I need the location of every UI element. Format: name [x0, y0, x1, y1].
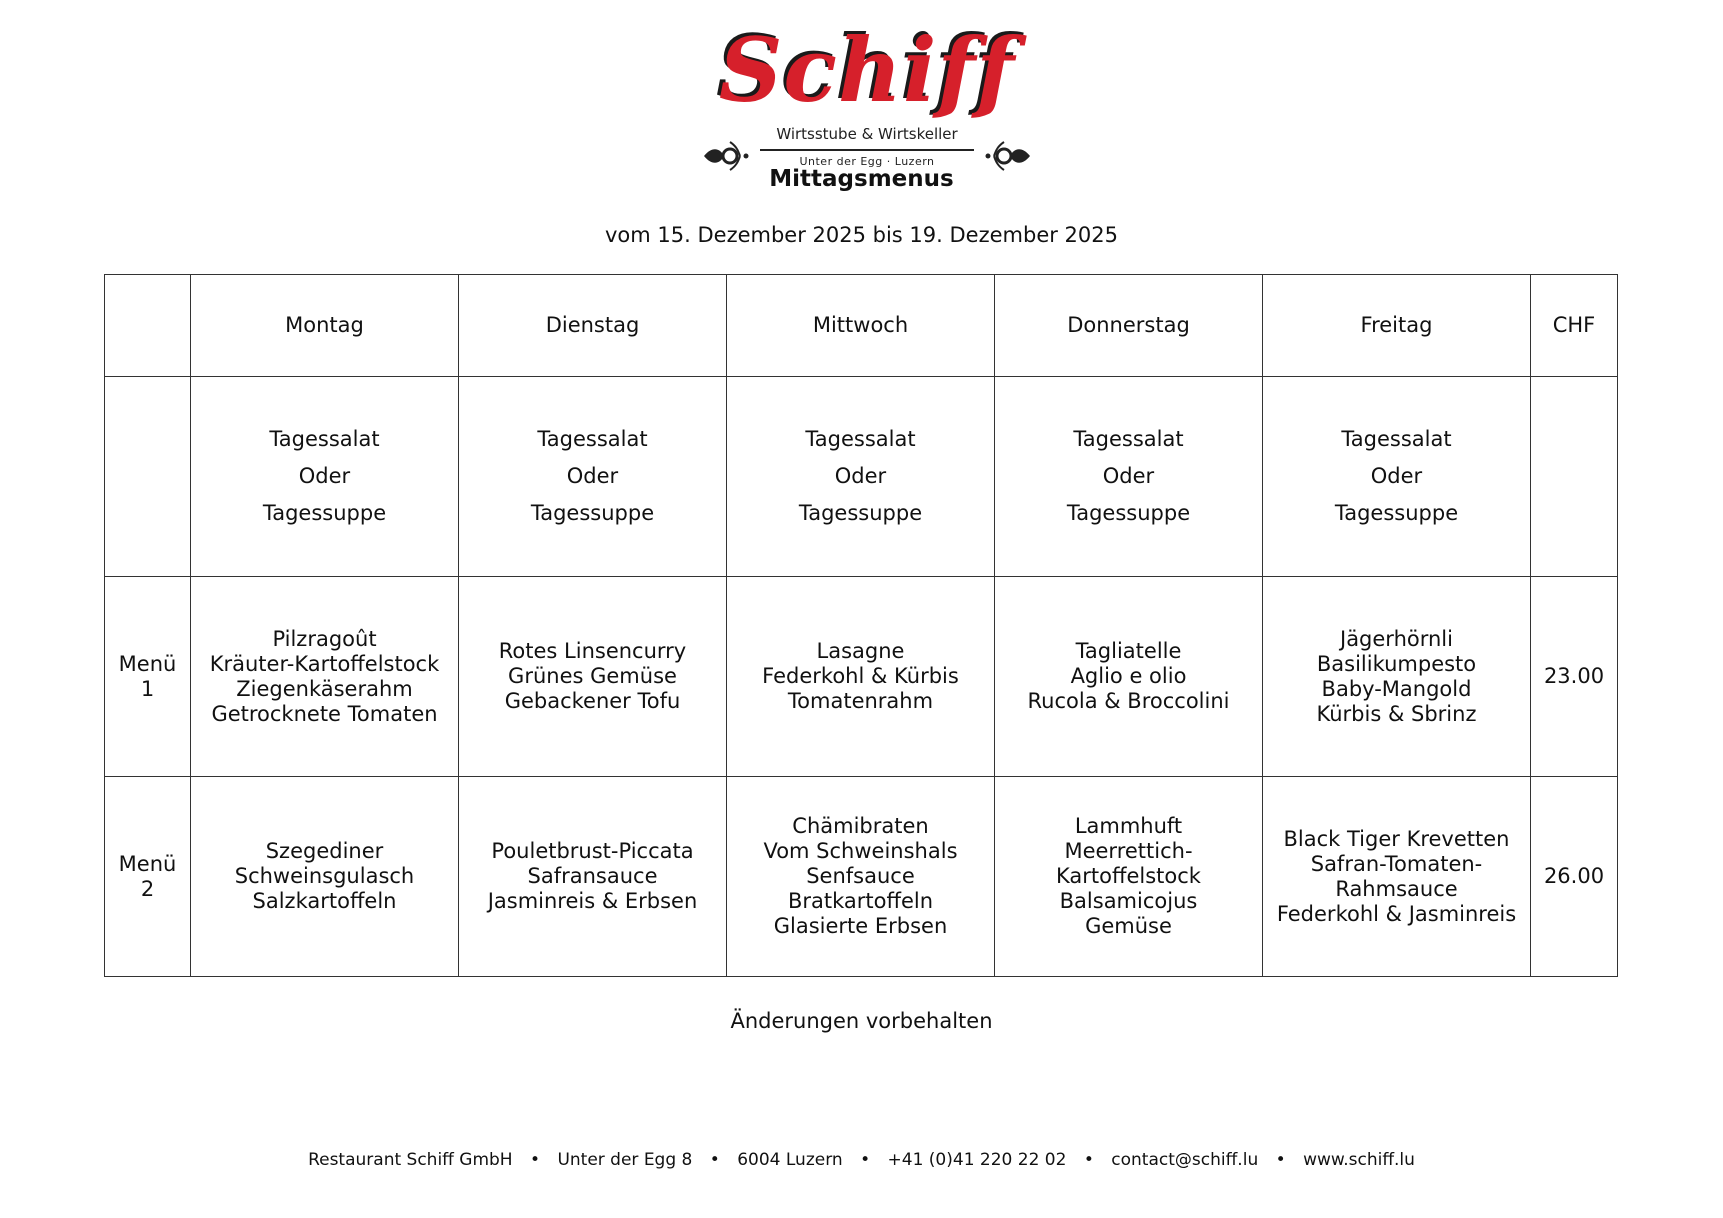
page-title: Mittagsmenus — [769, 166, 954, 192]
starter-label-cell — [105, 377, 191, 577]
starter-line: Tagessuppe — [1334, 501, 1459, 525]
dish-line: Jägerhörnli — [1340, 626, 1453, 651]
date-range: vom 15. Dezember 2025 bis 19. Dezember 2025 — [605, 223, 1118, 247]
starter-line: Tagessalat — [1073, 427, 1184, 451]
footer-separator: • — [530, 1150, 541, 1170]
menu-2-cell-freitag — [1263, 777, 1531, 977]
dish-line: Glasierte Erbsen — [773, 914, 948, 938]
starter-cell-montag — [191, 377, 459, 577]
footer-company: Restaurant Schiff GmbH — [308, 1150, 513, 1170]
dish-line: Chämibraten — [792, 814, 929, 838]
dish-line: Safransauce — [527, 864, 658, 888]
header-cell-mittwoch: Mittwoch — [727, 275, 995, 377]
dish-line: Meerrettich- — [1064, 839, 1193, 863]
dish-line: Kräuter-Kartoffelstock — [209, 651, 440, 676]
menu-label-word: Menü — [118, 851, 177, 876]
menu-2-cell-montag — [191, 777, 459, 977]
dish-line: Safran-Tomaten- — [1310, 851, 1483, 876]
dish-line: Pilzragoût — [272, 626, 377, 651]
menu-2-cell-dienstag — [459, 777, 727, 977]
dish-line: Black Tiger Krevetten — [1283, 826, 1510, 851]
dish-line: Vom Schweinshals — [763, 839, 958, 863]
menu-2-label-cell — [105, 777, 191, 977]
footer-email: contact@schiff.lu — [1111, 1150, 1259, 1170]
dish-line: Tomatenrahm — [787, 689, 934, 713]
header-cell-empty — [105, 275, 191, 377]
dish-line: Rucola & Broccolini — [1027, 689, 1230, 713]
menu-2-cell-mittwoch — [727, 777, 995, 977]
logo-wordmark: Schiff — [718, 18, 1016, 122]
footer-separator: • — [860, 1150, 871, 1170]
dish-line: Gemüse — [1085, 914, 1172, 938]
starter-line: Oder — [1370, 464, 1423, 488]
footer-separator: • — [709, 1150, 720, 1170]
menu-1-row — [105, 577, 1618, 777]
starter-line: Tagessalat — [805, 427, 916, 451]
menu-label-number: 1 — [140, 676, 155, 701]
starter-line: Oder — [1102, 464, 1155, 488]
starter-line: Oder — [834, 464, 887, 488]
header-cell-donnerstag: Donnerstag — [995, 275, 1263, 377]
dish-line: Senfsauce — [806, 864, 915, 888]
logo-subline: Unter der Egg · Luzern — [799, 155, 935, 168]
menu-label-number: 2 — [140, 876, 155, 901]
starter-cell-donnerstag — [995, 377, 1263, 577]
dish-line: Aglio e olio — [1070, 664, 1187, 688]
menu-1-label-cell — [105, 577, 191, 777]
starter-line: Oder — [298, 464, 351, 488]
header-row — [105, 275, 1618, 377]
footer-website: www.schiff.lu — [1303, 1150, 1415, 1170]
menu-2-cell-donnerstag — [995, 777, 1263, 977]
header-cell-freitag: Freitag — [1263, 275, 1531, 377]
disclaimer-note: Änderungen vorbehalten — [730, 1009, 993, 1033]
menu-label-word: Menü — [118, 651, 177, 676]
dish-line: Lammhuft — [1074, 814, 1183, 838]
menu-1-cell-dienstag — [459, 577, 727, 777]
starter-line: Tagessalat — [1341, 427, 1452, 451]
menu-table — [104, 274, 1618, 977]
starter-cell-freitag — [1263, 377, 1531, 577]
dish-line: Baby-Mangold — [1321, 676, 1472, 701]
header-cell-chf: CHF — [1531, 275, 1618, 377]
menu-1-cell-montag — [191, 577, 459, 777]
menu-1-price: 23.00 — [1531, 577, 1618, 777]
starter-line: Tagessuppe — [530, 501, 655, 525]
dish-line: Rahmsauce — [1335, 876, 1458, 901]
logo-tagline: Wirtsstube & Wirtskeller — [776, 125, 958, 143]
footer-separator: • — [1083, 1150, 1094, 1170]
starter-line: Tagessalat — [269, 427, 380, 451]
starter-line: Tagessalat — [537, 427, 648, 451]
starter-line: Tagessuppe — [798, 501, 923, 525]
dish-line: Kartoffelstock — [1056, 864, 1201, 888]
dish-line: Kürbis & Sbrinz — [1316, 701, 1477, 726]
starter-row — [105, 377, 1618, 577]
menu-1-cell-donnerstag — [995, 577, 1263, 777]
dish-line: Lasagne — [816, 639, 905, 663]
header-cell-dienstag: Dienstag — [459, 275, 727, 377]
dish-line: Rotes Linsencurry — [498, 639, 687, 663]
dish-line: Getrocknete Tomaten — [211, 701, 438, 726]
dish-line: Federkohl & Kürbis — [762, 664, 959, 688]
dish-line: Ziegenkäserahm — [236, 676, 413, 701]
starter-cell-dienstag — [459, 377, 727, 577]
starter-cell-mittwoch — [727, 377, 995, 577]
dish-line: Bratkartoffeln — [787, 889, 934, 913]
dish-line: Gebackener Tofu — [504, 689, 681, 713]
dish-line: Salzkartoffeln — [252, 889, 397, 913]
starter-line: Tagessuppe — [1066, 501, 1191, 525]
menu-1-cell-mittwoch — [727, 577, 995, 777]
starter-price-cell — [1531, 377, 1618, 577]
footer-street: Unter der Egg 8 — [557, 1150, 693, 1170]
footer-separator: • — [1275, 1150, 1286, 1170]
dish-line: Jasminreis & Erbsen — [487, 889, 698, 913]
menu-1-cell-freitag — [1263, 577, 1531, 777]
menu-2-row — [105, 777, 1618, 977]
footer-phone: +41 (0)41 220 22 02 — [887, 1150, 1067, 1170]
starter-line: Oder — [566, 464, 619, 488]
dish-line: Pouletbrust-Piccata — [491, 839, 694, 863]
dish-line: Balsamicojus — [1059, 889, 1198, 913]
dish-line: Federkohl & Jasminreis — [1276, 901, 1517, 926]
restaurant-logo — [698, 18, 1036, 170]
dish-line: Basilikumpesto — [1316, 651, 1477, 676]
dish-line: Szegediner — [265, 839, 384, 863]
menu-2-price: 26.00 — [1531, 777, 1618, 977]
dish-line: Tagliatelle — [1075, 639, 1182, 663]
footer-city: 6004 Luzern — [737, 1150, 843, 1170]
starter-line: Tagessuppe — [262, 501, 387, 525]
dish-line: Grünes Gemüse — [508, 664, 677, 688]
logo-rule — [760, 149, 974, 151]
header-cell-montag: Montag — [191, 275, 459, 377]
footer — [0, 1148, 1723, 1172]
dish-line: Schweinsgulasch — [234, 864, 415, 888]
